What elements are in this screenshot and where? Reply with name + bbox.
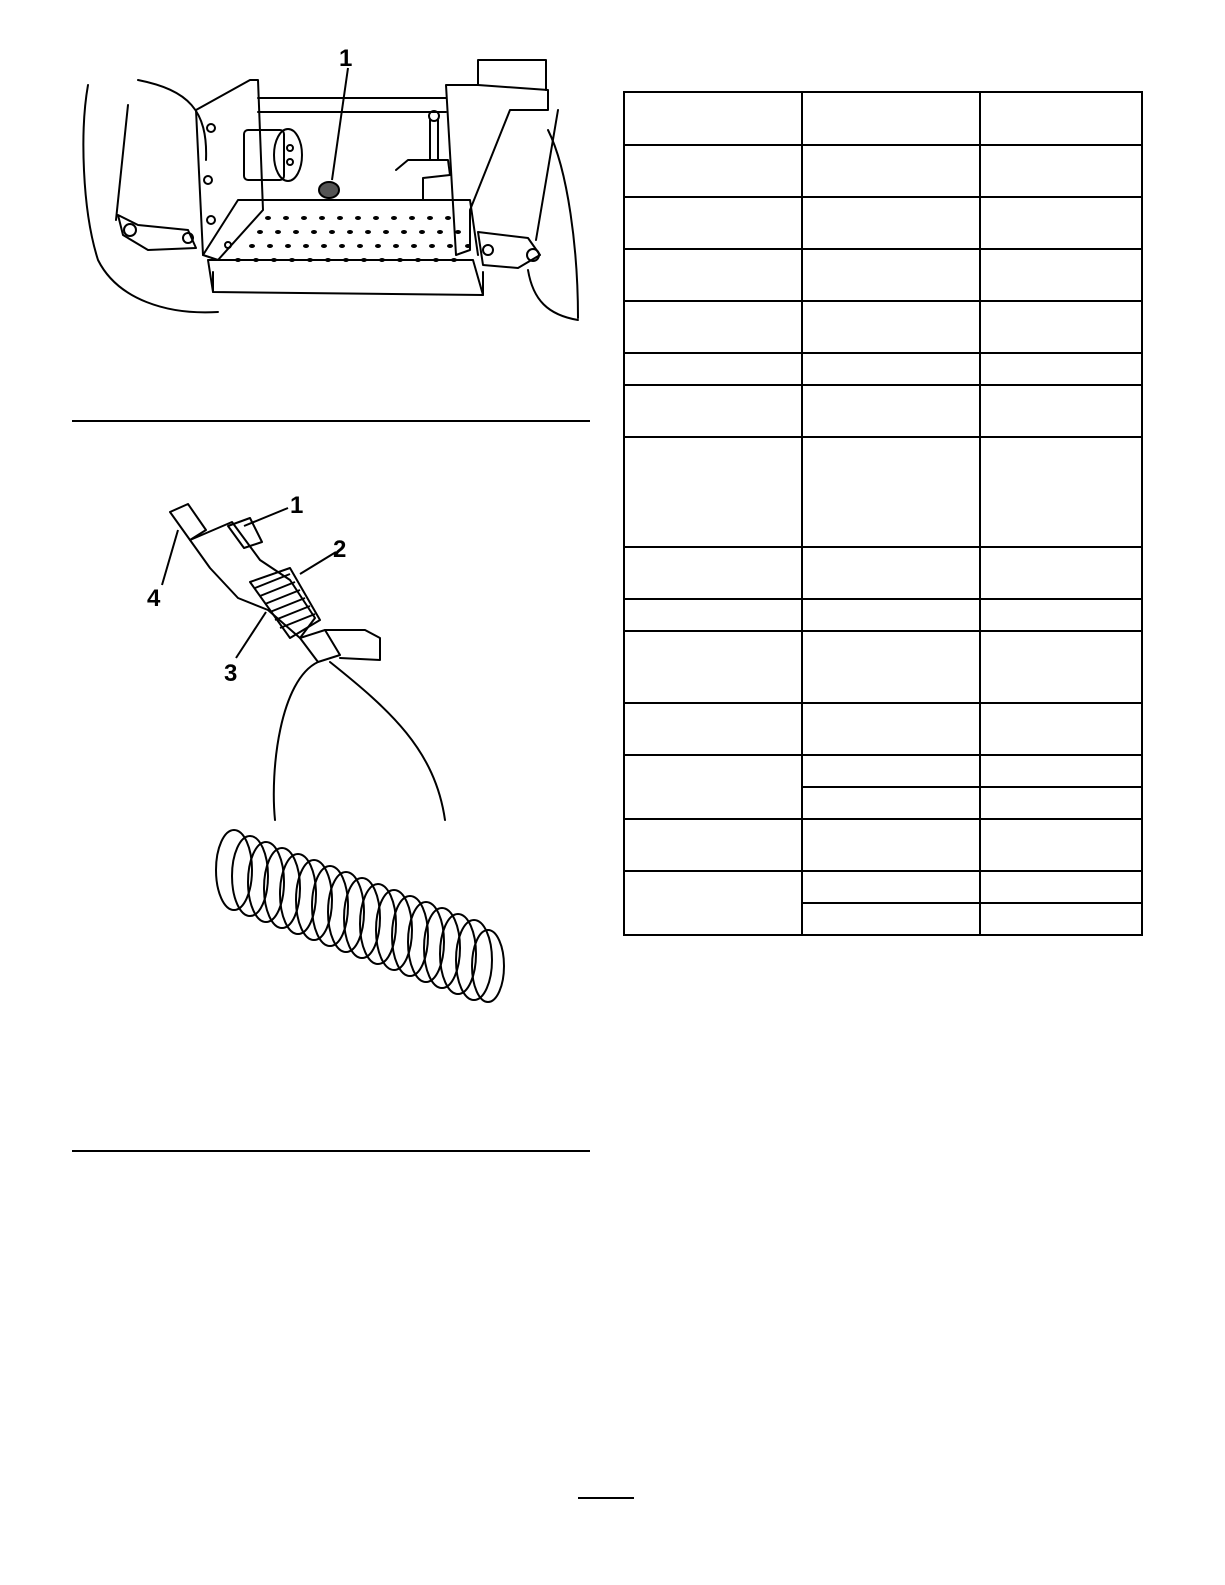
coiled-wand-illustration [140,490,530,1050]
table-cell [624,547,802,599]
table-cell [624,599,802,631]
table-cell [802,903,980,935]
table-cell [802,385,980,437]
figure2-callout-2: 2 [333,536,347,563]
table-cell [802,249,980,301]
table-cell [980,249,1142,301]
figure2-callout-1: 1 [290,492,304,519]
specification-table [623,91,1143,936]
table-cell [802,145,980,197]
table-row [624,197,1142,249]
table-cell [980,755,1142,787]
figure2-divider [72,1150,590,1152]
table-cell [624,755,802,819]
table-cell [802,787,980,819]
page-number-underline [578,1497,634,1499]
table-cell [980,819,1142,871]
table-cell [980,353,1142,385]
table-cell [624,385,802,437]
table-row [624,755,1142,787]
table-cell [980,547,1142,599]
table-cell [980,871,1142,903]
table-cell [624,301,802,353]
table-cell [802,871,980,903]
table-cell [980,385,1142,437]
table-cell [802,631,980,703]
table-cell [802,437,980,547]
figure2-callout-4: 4 [147,585,161,612]
table-cell [624,249,802,301]
table-row [624,92,1142,145]
table-cell [624,197,802,249]
table-row [624,301,1142,353]
table-cell [624,145,802,197]
table-row [624,703,1142,755]
specification-table-body [624,92,1142,935]
table-cell [624,437,802,547]
figure1-callout-1: 1 [339,45,353,72]
table-cell [980,903,1142,935]
table-row [624,819,1142,871]
table-cell [980,631,1142,703]
table-cell [802,353,980,385]
table-row [624,385,1142,437]
table-cell [980,197,1142,249]
table-cell [980,787,1142,819]
table-cell [624,703,802,755]
table-cell [980,703,1142,755]
table-cell [624,92,802,145]
table-row [624,631,1142,703]
table-cell [802,599,980,631]
table-row [624,145,1142,197]
table-cell [802,92,980,145]
table-cell [980,92,1142,145]
table-cell [980,599,1142,631]
mount-button-marker [319,182,339,198]
table-cell [980,145,1142,197]
table-cell [802,197,980,249]
figure1-divider [72,420,590,422]
table-cell [802,819,980,871]
table-row [624,437,1142,547]
table-cell [980,301,1142,353]
table-row [624,249,1142,301]
table-cell [802,755,980,787]
table-cell [624,631,802,703]
table-cell [802,301,980,353]
figure2-callout-3: 3 [224,660,238,687]
table-row [624,353,1142,385]
table-row [624,599,1142,631]
table-cell [624,871,802,935]
table-cell [802,547,980,599]
table-row [624,547,1142,599]
table-cell [980,437,1142,547]
table-cell [624,819,802,871]
table-cell [802,703,980,755]
table-row [624,871,1142,903]
machine-mount-illustration [78,50,588,330]
table-cell [624,353,802,385]
